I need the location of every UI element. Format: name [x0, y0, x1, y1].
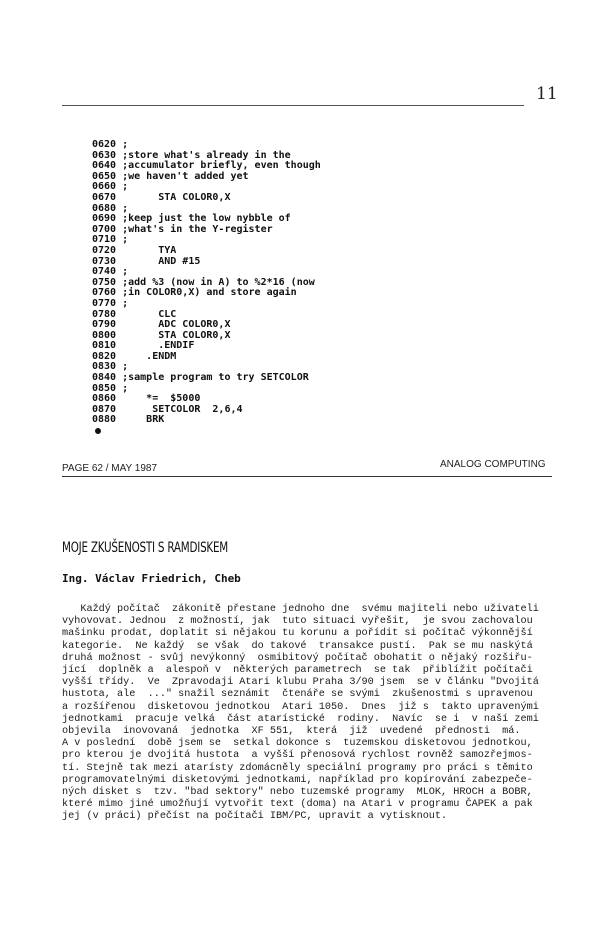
article-author: Ing. Václav Friedrich, Cheb — [62, 572, 241, 585]
code-line: 0660 ; — [92, 181, 129, 193]
footer-rule — [62, 476, 552, 477]
code-line: 0880 BRK — [92, 414, 165, 426]
code-line: 0620 ; — [92, 139, 129, 150]
end-bullet — [95, 428, 101, 434]
code-line: 0650 ;we haven't added yet — [92, 170, 249, 182]
body-line: ných disket s tzv. "bad sektory" nebo tuzemské programy MLOK, HROCH a BOBR, — [62, 787, 533, 799]
footer-page-info: PAGE 62 / MAY 1987 — [62, 463, 158, 474]
body-line: hustota, ale ..." snažil seznámit čtenáře se svými zkušenostmi s upravenou — [62, 689, 533, 701]
code-line: 0830 ; — [92, 361, 129, 373]
code-line: 0720 TYA — [92, 244, 177, 256]
body-line: A v poslední době jsem se setkal dokonce s tuzemskou disketovou jednotkou, — [62, 738, 533, 750]
code-line: 0760 ;in COLOR0,X) and store again — [92, 287, 297, 299]
code-line: 0810 .ENDIF — [92, 340, 195, 352]
code-line: 0670 STA COLOR0,X — [92, 191, 231, 203]
code-line: 0850 ; — [92, 382, 129, 394]
body-line: mašinku prodat, doplatit si nějakou tu korunu a pořídit si počítač výkonnější — [62, 628, 533, 640]
article-title: MOJE ZKUŠENOSTI S RAMDISKEM — [62, 540, 229, 556]
article-body — [62, 604, 582, 824]
code-line: 0790 ADC COLOR0,X — [92, 319, 231, 331]
code-line: 0770 ; — [92, 297, 129, 309]
body-line: objevila inovovaná jednotka XF 551, která již uvedené přednosti má. — [62, 726, 521, 738]
code-line: 0730 AND #15 — [92, 255, 201, 267]
body-line: vyšší třídy. Ve Zpravodaji Atari klubu Praha 3/90 jsem se v článku "Dvojitá — [62, 677, 539, 689]
code-line: 0710 ; — [92, 234, 129, 246]
body-line: pro kterou je dvojitá hustota a vyšší přenosová rychlost rovněž samozřejmos- — [62, 750, 533, 762]
code-line: 0640 ;accumulator briefly, even though — [92, 160, 321, 172]
code-line: 0840 ;sample program to try SETCOLOR — [92, 372, 309, 384]
code-line: 0870 SETCOLOR 2,6,4 — [92, 403, 243, 415]
body-line: jednotkami pracuje velká část atarístické rodiny. Navíc se i v naší zemi — [62, 713, 539, 725]
code-line: 0690 ;keep just the low nybble of — [92, 213, 291, 225]
code-line: 0750 ;add %3 (now in A) to %2*16 (now — [92, 276, 315, 288]
code-line: 0780 CLC — [92, 308, 177, 320]
code-line: 0700 ;what's in the Y-register — [92, 223, 273, 235]
code-listing — [92, 140, 321, 426]
body-line: Každý počítač zákonitě přestane jednoho dne svému majiteli nebo uživateli — [62, 604, 539, 615]
code-line: 0860 *= $5000 — [92, 393, 201, 405]
body-line: jej (v práci) přečíst na počítači IBM/PC, upravit a vytisknout. — [62, 811, 448, 823]
code-line: 0740 ; — [92, 266, 129, 278]
code-line: 0680 ; — [92, 202, 129, 214]
body-line: jící doplněk a alespoň v některých parametrech se tak přiblížit počítači — [62, 665, 533, 677]
body-line: a rozšířenou disketovou jednotkou Atari 1050. Dnes již s takto upravenými — [62, 701, 539, 713]
code-line: 0800 STA COLOR0,X — [92, 329, 231, 341]
body-line: vyhovovat. Jednou z možností, jak tuto situaci vyřešit, je svou zachovalou — [62, 616, 533, 628]
top-rule — [62, 105, 524, 106]
body-line: programovatelnými disketovými jednotkami, například pro kopírování zabezpeče- — [62, 774, 533, 786]
body-line: druhá možnost - svůj nevýkonný osmibitový počítač obohatit o nějaký rozšiřu- — [62, 652, 533, 664]
page-number: 11 — [536, 84, 558, 104]
body-line: tí. Stejně tak mezi atarísty zdomácněly speciální programy pro práci s těmito — [62, 762, 533, 774]
footer-publication: ANALOG COMPUTING — [440, 459, 546, 470]
body-line: kategorie. Ne každý se však do takové transakce pustí. Pak se mu naskýtá — [62, 640, 533, 652]
code-line: 0630 ;store what's already in the — [92, 149, 291, 161]
code-line: 0820 .ENDM — [92, 350, 177, 362]
body-line: které mimo jiné umožňují vytvořit text (doma) na Atari v programu ČAPEK a pak — [62, 799, 533, 811]
